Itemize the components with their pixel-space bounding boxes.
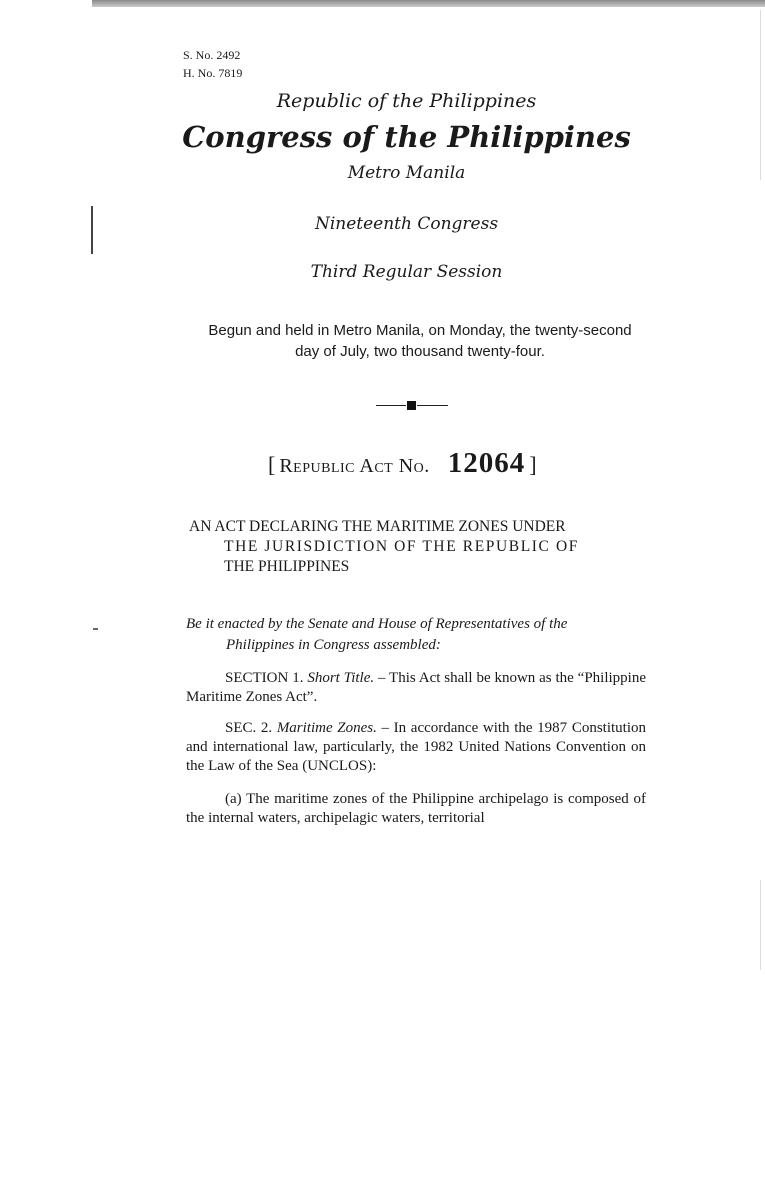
republic-act-number <box>268 447 537 480</box>
congress-number-heading: Nineteenth Congress <box>314 214 499 234</box>
section-text: – This Act shall be known as the “Philippine Maritime Zones Act”. <box>186 670 647 705</box>
ra-label: Republic Act No. <box>279 455 430 477</box>
session-statement-line: day of July, two thousand twenty-four. <box>295 343 545 360</box>
scan-margin-mark <box>93 628 98 630</box>
section-label: SECTION 1. <box>225 670 304 686</box>
section-1 <box>186 669 646 707</box>
enacting-line: Philippines in Congress assembled: <box>226 637 441 653</box>
section-2 <box>186 719 646 776</box>
act-title-line: THE JURISDICTION OF THE REPUBLIC OF <box>224 538 579 555</box>
ornament-square <box>407 401 416 410</box>
scan-margin-mark <box>760 880 761 970</box>
enacting-line: Be it enacted by the Senate and House of Representatives of the <box>186 616 568 632</box>
republic-heading: Republic of the Philippines <box>276 90 537 112</box>
scan-top-edge <box>92 0 765 7</box>
ornament-rule <box>376 405 406 406</box>
ra-number: 12064 <box>447 447 526 479</box>
session-statement-line: Begun and held in Metro Manila, on Monday, the twenty-second <box>208 322 632 339</box>
ornament-rule <box>417 405 448 406</box>
bill-numbers <box>183 46 242 82</box>
location-heading: Metro Manila <box>347 163 466 183</box>
act-title-line: THE PHILIPPINES <box>224 558 350 575</box>
section-text: – In accordance with the 1987 Constitution and international law, particularly, the 1982 United Nations Convention on the Law of the Sea (UNCLOS): <box>186 720 647 774</box>
ra-bracket-close: ] <box>529 452 537 477</box>
senate-bill-number: S. No. 2492 <box>183 48 241 62</box>
enacting-clause <box>186 614 646 656</box>
act-title-line: AN ACT DECLARING THE MARITIME ZONES UNDER <box>189 518 566 535</box>
house-bill-number: H. No. 7819 <box>183 66 243 80</box>
section-2a <box>186 790 646 828</box>
subsection-text: (a) The maritime zones of the Philippine archipelago is composed of the internal waters, archipelagic waters, territorial <box>186 791 646 826</box>
session-statement <box>170 320 670 362</box>
divider-ornament <box>376 400 448 412</box>
section-title: Maritime Zones. <box>276 720 377 736</box>
act-title <box>189 517 649 577</box>
congress-heading: Congress of the Philippines <box>182 120 631 154</box>
session-heading: Third Regular Session <box>310 262 503 282</box>
ra-bracket-open: [ <box>268 452 276 477</box>
section-label: SEC. 2. <box>225 720 273 736</box>
section-title: Short Title. <box>307 670 375 686</box>
